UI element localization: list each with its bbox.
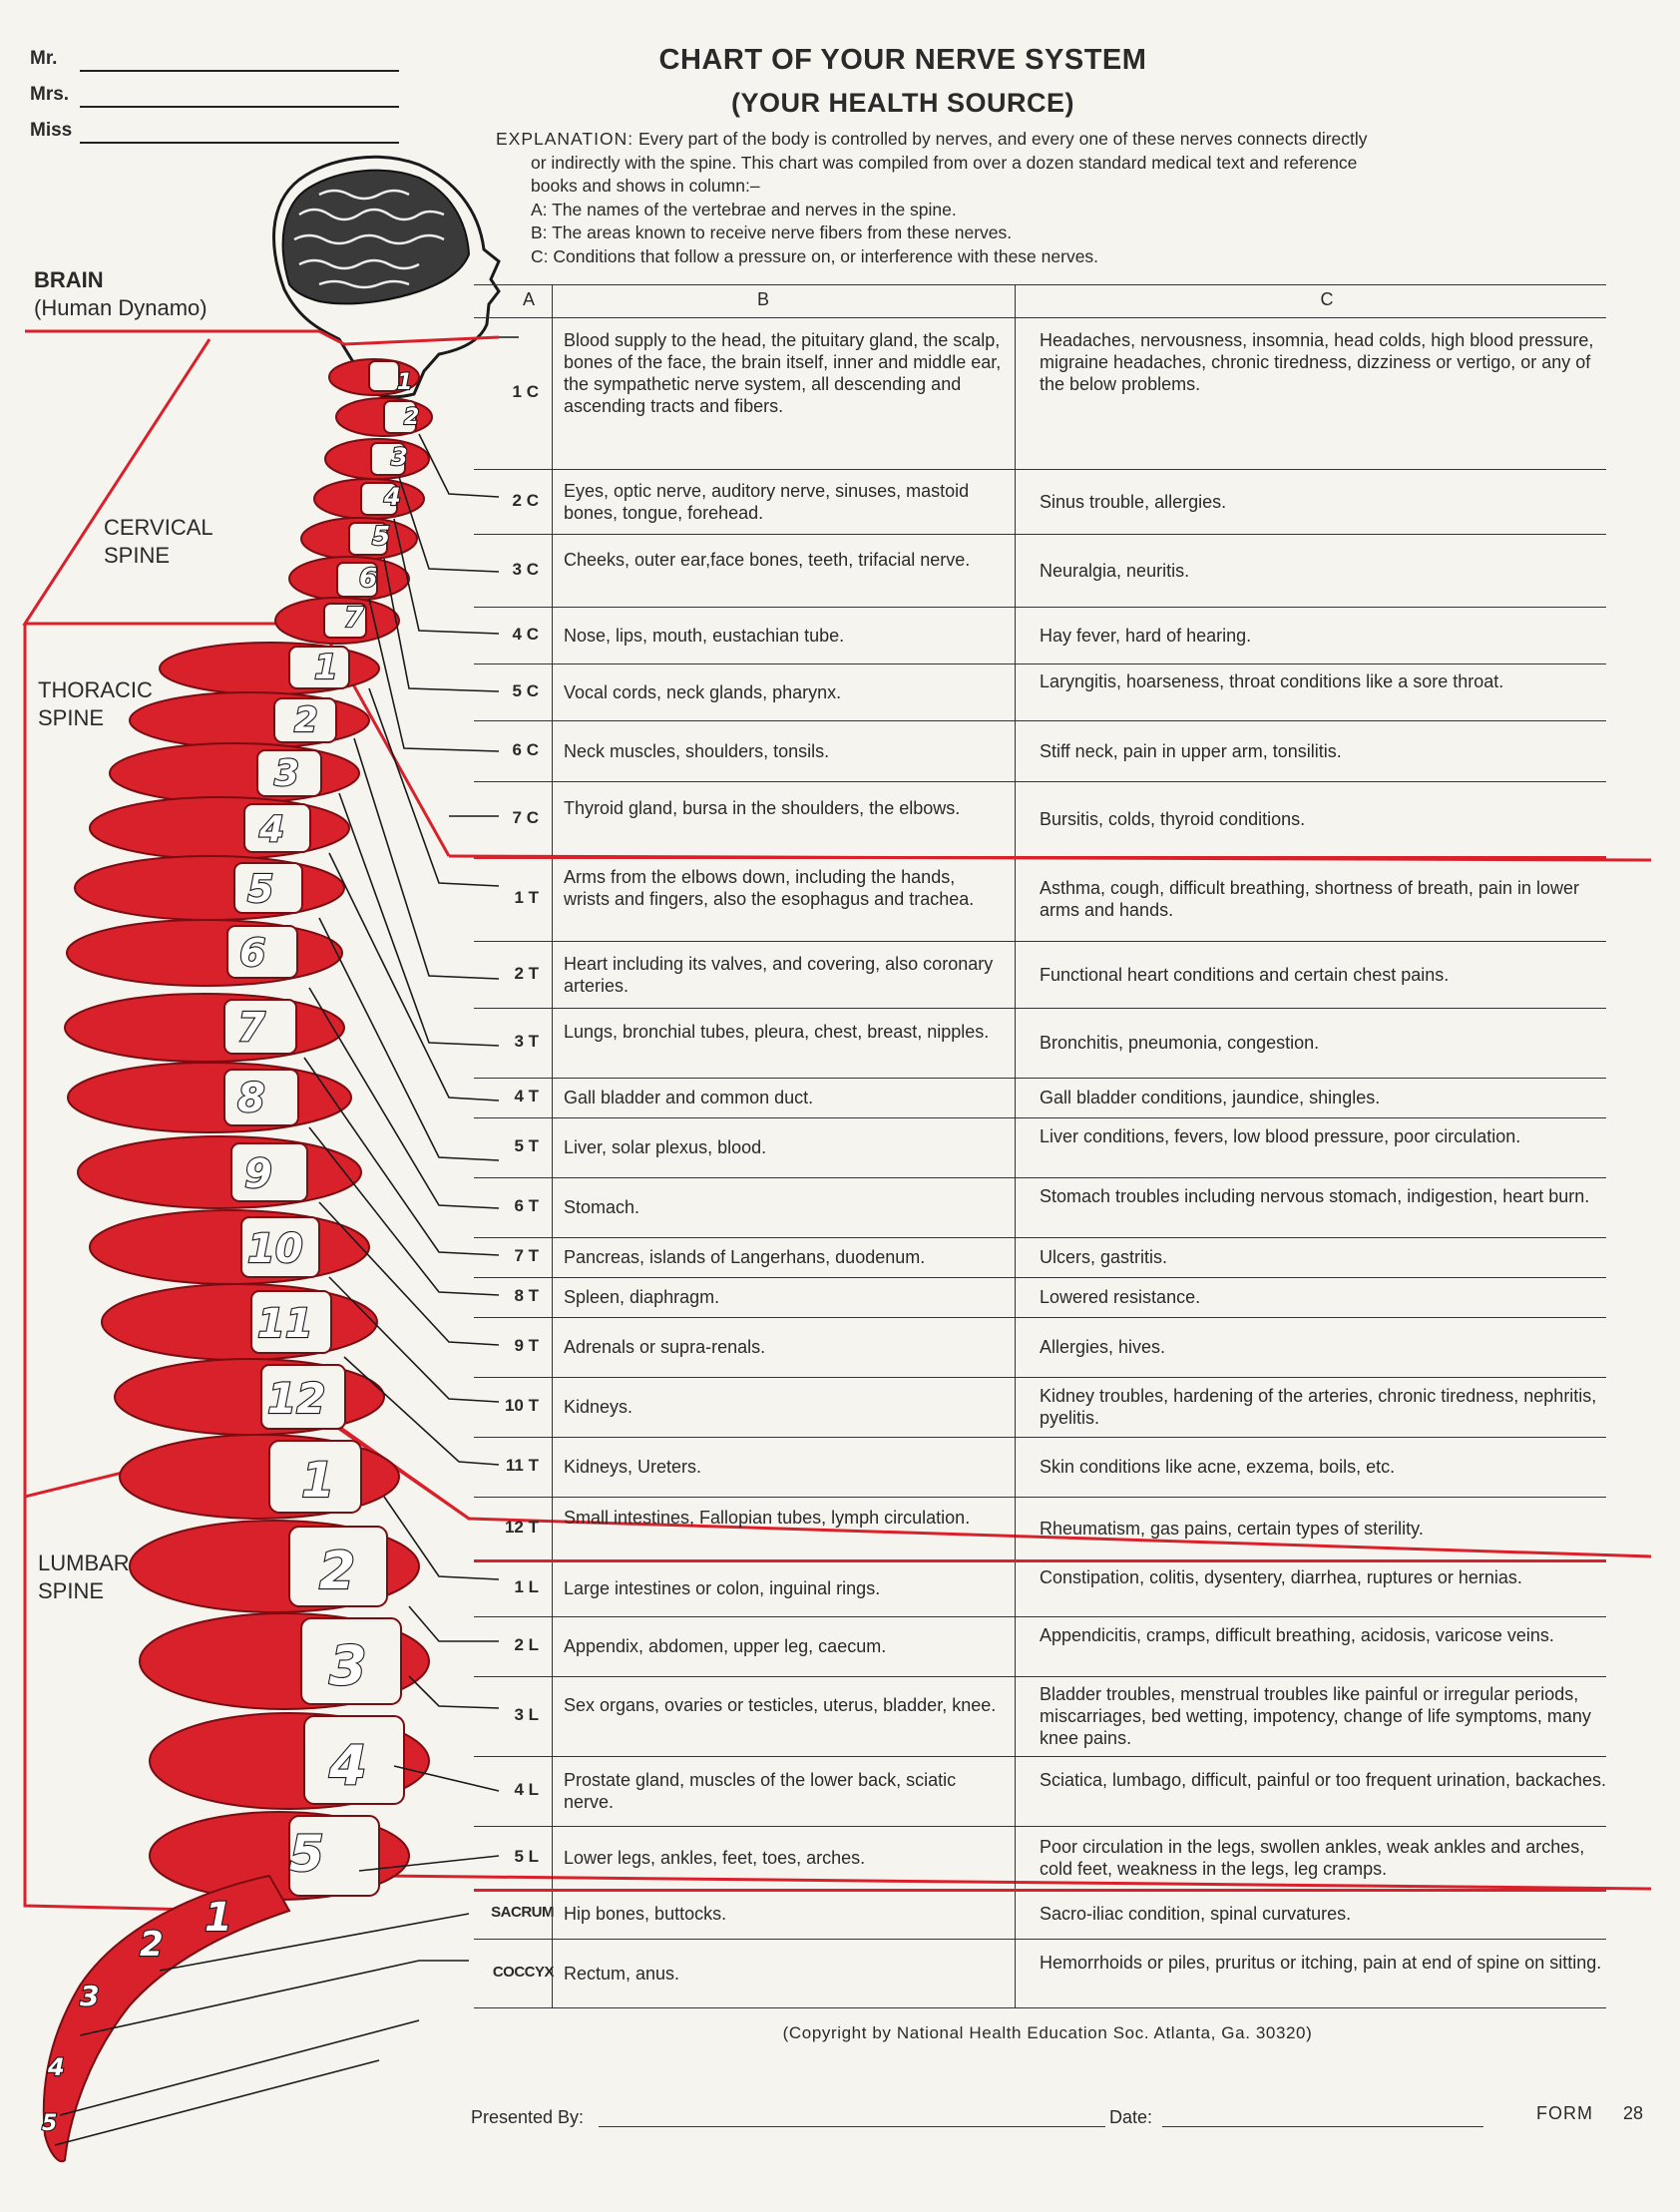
region-divider-rule (474, 856, 1606, 859)
explanation-line: books and shows in column:– (531, 176, 760, 196)
name-field-label: Miss (30, 120, 73, 141)
vertebra-number: 8 (237, 1076, 265, 1121)
explanation-column-a: A: The names of the vertebrae and nerves in the spine. (531, 199, 957, 220)
row-nerve-areas: Hip bones, buttocks. (564, 1904, 727, 1924)
region-label-line: SPINE (38, 705, 105, 730)
vertebra-number: 7 (344, 601, 364, 634)
row-nerve-areas: Adrenals or supra-renals. (564, 1337, 766, 1357)
row-vertebra-1-c: 1 C (512, 382, 539, 401)
row-rule (474, 1676, 1606, 1677)
row-conditions: Hemorrhoids or piles, pruritus or itching, pain at end of spine on sitting. (1040, 1952, 1602, 1973)
region-label-line: SPINE (104, 543, 171, 568)
row-nerve-areas: Sex organs, ovaries or testicles, uterus, bladder, knee. (564, 1695, 997, 1715)
row-rule (474, 1237, 1606, 1238)
vertebra-number: 1 (397, 370, 413, 395)
column-header-a: A (522, 289, 535, 309)
row-vertebra-12-t: 12 T (504, 1517, 539, 1537)
vertebra-number: 2 (140, 1925, 164, 1965)
form-label: FORM (1536, 2103, 1593, 2123)
row-rule (474, 1008, 1606, 1009)
row-vertebra-4-l: 4 L (514, 1780, 539, 1799)
row-nerve-areas: Nose, lips, mouth, eustachian tube. (564, 625, 845, 646)
vertebra-number: 4 (48, 2053, 65, 2081)
row-nerve-areas: Kidneys. (564, 1397, 633, 1417)
row-nerve-areas: Blood supply to the head, the pituitary gland, the scalp, bones of the face, the brain itself, inner and middle ear, the sympathetic nerve system, all descending and ascending tracts and fibers. (564, 330, 1002, 416)
row-vertebra-3-t: 3 T (514, 1032, 539, 1051)
row-conditions: Skin conditions like acne, exzema, boils, etc. (1040, 1457, 1396, 1477)
row-rule (474, 1078, 1606, 1079)
explanation-lead: EXPLANATION: (496, 129, 634, 149)
brain-label (34, 266, 208, 322)
row-vertebra-3-l: 3 L (514, 1705, 539, 1724)
region-label-line: CERVICAL (104, 515, 213, 540)
form-number: 28 (1623, 2103, 1644, 2123)
date-label: Date: (1109, 2107, 1153, 2127)
row-conditions: Bursitis, colds, thyroid conditions. (1040, 808, 1306, 829)
explanation-column-b: B: The areas known to receive nerve fibers from these nerves. (531, 222, 1013, 242)
vertebra-number: 5 (372, 522, 391, 552)
region-label-line: LUMBAR (38, 1550, 130, 1575)
row-conditions: Neuralgia, neuritis. (1040, 560, 1190, 581)
row-vertebra-6-t: 6 T (514, 1196, 539, 1215)
row-nerve-areas: Neck muscles, shoulders, tonsils. (564, 740, 830, 761)
vertebra-number: 1 (301, 1453, 335, 1509)
row-nerve-areas: Cheeks, outer ear,face bones, teeth, trifacial nerve. (564, 549, 971, 570)
row-nerve-areas: Thyroid gland, bursa in the shoulders, the elbows. (564, 797, 961, 818)
vertebra-number: 2 (404, 405, 420, 430)
row-conditions: Sacro-iliac condition, spinal curvatures. (1040, 1904, 1352, 1924)
row-nerve-areas: Pancreas, islands of Langerhans, duodenum. (564, 1247, 926, 1267)
column-divider-a (552, 284, 553, 2007)
lumbar-label (38, 1549, 130, 1605)
row-nerve-areas: Heart including its valves, and covering, also coronary arteries. (564, 953, 994, 996)
row-conditions: Bronchitis, pneumonia, congestion. (1040, 1033, 1320, 1053)
row-vertebra-sacrum: SACRUM (491, 1904, 554, 1921)
row-rule (474, 941, 1606, 942)
explanation-line: or indirectly with the spine. This chart was compiled from over a dozen standard medical text and reference (531, 152, 1358, 173)
row-rule (474, 1377, 1606, 1378)
row-vertebra-2-t: 2 T (514, 963, 539, 983)
row-nerve-areas: Arms from the elbows down, including the hands, wrists and fingers, also the esophagus and trachea. (564, 866, 975, 909)
copyright-notice: (Copyright by National Health Education Soc. Atlanta, Ga. 30320) (782, 2023, 1313, 2042)
table-top-rule (474, 284, 1606, 285)
name-field-label: Mrs. (30, 84, 70, 105)
row-vertebra-4-c: 4 C (512, 624, 539, 644)
row-rule (474, 1616, 1606, 1617)
row-conditions: Asthma, cough, difficult breathing, shortness of breath, pain in lower arms and hands. (1040, 877, 1579, 920)
row-conditions: Liver conditions, fevers, low blood pressure, poor circulation. (1040, 1126, 1521, 1146)
row-conditions: Ulcers, gastritis. (1040, 1247, 1168, 1267)
vertebra-number: 11 (257, 1301, 313, 1347)
row-rule (474, 607, 1606, 608)
row-conditions: Functional heart conditions and certain chest pains. (1040, 964, 1450, 985)
vertebra-number: 6 (239, 931, 266, 975)
vertebra-number: 1 (205, 1895, 232, 1941)
row-vertebra-9-t: 9 T (514, 1336, 539, 1355)
table-header-rule (474, 317, 1606, 318)
row-nerve-areas: Eyes, optic nerve, auditory nerve, sinuses, mastoid bones, tongue, forehead. (564, 480, 970, 523)
row-vertebra-1-t: 1 T (514, 887, 539, 907)
region-divider-rule (474, 1559, 1606, 1562)
date-line[interactable] (1162, 2126, 1483, 2127)
row-nerve-areas: Small intestines, Fallopian tubes, lymph circulation. (564, 1507, 971, 1528)
row-rule (474, 1437, 1606, 1438)
row-rule (474, 1497, 1606, 1498)
row-conditions: Lowered resistance. (1040, 1287, 1201, 1307)
vertebra-number: 2 (294, 700, 318, 740)
cervical-label (104, 514, 213, 570)
row-conditions: Gall bladder conditions, jaundice, shingles. (1040, 1088, 1381, 1107)
row-rule (474, 469, 1606, 470)
row-vertebra-6-c: 6 C (512, 739, 539, 759)
column-divider-b (1015, 284, 1016, 2007)
row-vertebra-8-t: 8 T (514, 1286, 539, 1305)
vertebra-number: 3 (274, 753, 300, 794)
row-conditions: Poor circulation in the legs, swollen ankles, weak ankles and arches, cold feet, weakness in the legs, leg cramps. (1040, 1836, 1585, 1879)
row-vertebra-3-c: 3 C (512, 559, 539, 579)
vertebra-number: 12 (267, 1374, 326, 1423)
vertebra-number: 3 (391, 443, 408, 471)
row-conditions: Constipation, colitis, dysentery, diarrhea, ruptures or hernias. (1040, 1566, 1522, 1587)
row-vertebra-11-t: 11 T (505, 1456, 539, 1475)
row-rule (474, 1756, 1606, 1757)
row-rule (474, 1826, 1606, 1827)
row-rule (474, 781, 1606, 782)
row-nerve-areas: Appendix, abdomen, upper leg, caecum. (564, 1636, 887, 1656)
region-label-line: THORACIC (38, 677, 153, 702)
vertebra-number: 7 (237, 1005, 265, 1051)
presented-by-label: Presented By: (471, 2107, 585, 2127)
vertebra-number: 4 (329, 1734, 367, 1797)
row-vertebra-2-c: 2 C (512, 490, 539, 510)
vertebra-number: 9 (244, 1151, 272, 1197)
row-vertebra-coccyx: COCCYX (492, 1963, 554, 1981)
row-vertebra-7-t: 7 T (514, 1246, 539, 1265)
row-vertebra-1-l: 1 L (514, 1576, 539, 1596)
row-conditions: Bladder troubles, menstrual troubles like painful or irregular periods, miscarriages, bed wetting, impotency, change of life symptoms, many knee pains. (1040, 1684, 1591, 1748)
name-field-label: Mr. (30, 48, 58, 69)
presented-by-line[interactable] (599, 2126, 1105, 2127)
brain-title: BRAIN (34, 267, 104, 292)
row-rule (474, 1117, 1606, 1118)
row-nerve-areas: Vocal cords, neck glands, pharynx. (564, 681, 842, 702)
row-vertebra-4-t: 4 T (514, 1087, 539, 1106)
row-rule (474, 1177, 1606, 1178)
explanation-column-c: C: Conditions that follow a pressure on, or interference with these nerves. (531, 245, 1099, 266)
row-nerve-areas: Spleen, diaphragm. (564, 1287, 720, 1307)
row-conditions: Sinus trouble, allergies. (1040, 491, 1227, 512)
row-rule (474, 1317, 1606, 1318)
row-nerve-areas: Rectum, anus. (564, 1963, 680, 1984)
row-vertebra-5-l: 5 L (514, 1846, 539, 1866)
row-conditions: Stomach troubles including nervous stomach, indigestion, heart burn. (1040, 1186, 1590, 1206)
row-rule (474, 1939, 1606, 1940)
row-nerve-areas: Prostate gland, muscles of the lower back, sciatic nerve. (564, 1770, 957, 1812)
row-conditions: Headaches, nervousness, insomnia, head colds, high blood pressure, migraine headaches, chronic tiredness, dizziness or vertigo, or any of the below problems. (1040, 330, 1594, 394)
row-conditions: Hay fever, hard of hearing. (1040, 625, 1252, 646)
region-label-line: SPINE (38, 1578, 105, 1603)
row-conditions: Kidney troubles, hardening of the arteries, chronic tiredness, nephritis, pyelitis. (1040, 1386, 1597, 1428)
vertebra-number: 1 (314, 648, 338, 687)
vertebra-number: 2 (319, 1542, 356, 1601)
row-vertebra-10-t: 10 T (504, 1396, 539, 1415)
row-nerve-areas: Kidneys, Ureters. (564, 1457, 702, 1477)
vertebra-number: 5 (42, 2111, 58, 2136)
column-header-b: B (756, 289, 769, 309)
thoracic-label (38, 676, 153, 732)
row-nerve-areas: Lower legs, ankles, feet, toes, arches. (564, 1847, 866, 1868)
row-nerve-areas: Large intestines or colon, inguinal rings. (564, 1577, 881, 1598)
vertebra-number: 3 (329, 1634, 367, 1697)
row-rule (474, 720, 1606, 721)
vertebra-number: 4 (259, 809, 285, 850)
vertebra-number: 4 (384, 483, 401, 511)
row-conditions: Allergies, hives. (1040, 1337, 1166, 1357)
row-rule (474, 1277, 1606, 1278)
vertebra-number: 3 (80, 1980, 100, 2012)
vertebra-number: 5 (247, 867, 274, 911)
brain-subtitle: (Human Dynamo) (34, 295, 208, 320)
row-vertebra-5-t: 5 T (514, 1136, 539, 1155)
row-vertebra-5-c: 5 C (512, 680, 539, 700)
row-nerve-areas: Liver, solar plexus, blood. (564, 1137, 767, 1157)
column-header-c: C (1320, 289, 1334, 309)
row-conditions: Sciatica, lumbago, difficult, painful or too frequent urination, backaches. (1040, 1770, 1607, 1790)
row-conditions: Appendicitis, cramps, difficult breathing, acidosis, varicose veins. (1040, 1625, 1554, 1645)
row-conditions: Stiff neck, pain in upper arm, tonsilitis. (1040, 740, 1342, 761)
vertebra-number: 5 (289, 1825, 324, 1883)
row-vertebra-2-l: 2 L (514, 1635, 539, 1654)
row-conditions: Rheumatism, gas pains, certain types of sterility. (1040, 1518, 1424, 1539)
row-nerve-areas: Gall bladder and common duct. (564, 1088, 814, 1107)
row-rule (474, 2007, 1606, 2008)
region-divider-rule (474, 1889, 1606, 1892)
explanation-line: Every part of the body is controlled by nerves, and every one of these nerves connects directly (637, 129, 1368, 149)
row-vertebra-7-c: 7 C (512, 807, 539, 827)
vertebra-number: 10 (247, 1226, 303, 1272)
chart-title: CHART OF YOUR NERVE SYSTEM (658, 44, 1147, 76)
vertebra-number: 6 (359, 564, 378, 594)
row-nerve-areas: Stomach. (564, 1197, 640, 1217)
row-nerve-areas: Lungs, bronchial tubes, pleura, chest, breast, nipples. (564, 1022, 990, 1042)
chart-subtitle: (YOUR HEALTH SOURCE) (731, 88, 1074, 118)
row-conditions: Laryngitis, hoarseness, throat conditions like a sore throat. (1040, 670, 1504, 691)
row-rule (474, 534, 1606, 535)
